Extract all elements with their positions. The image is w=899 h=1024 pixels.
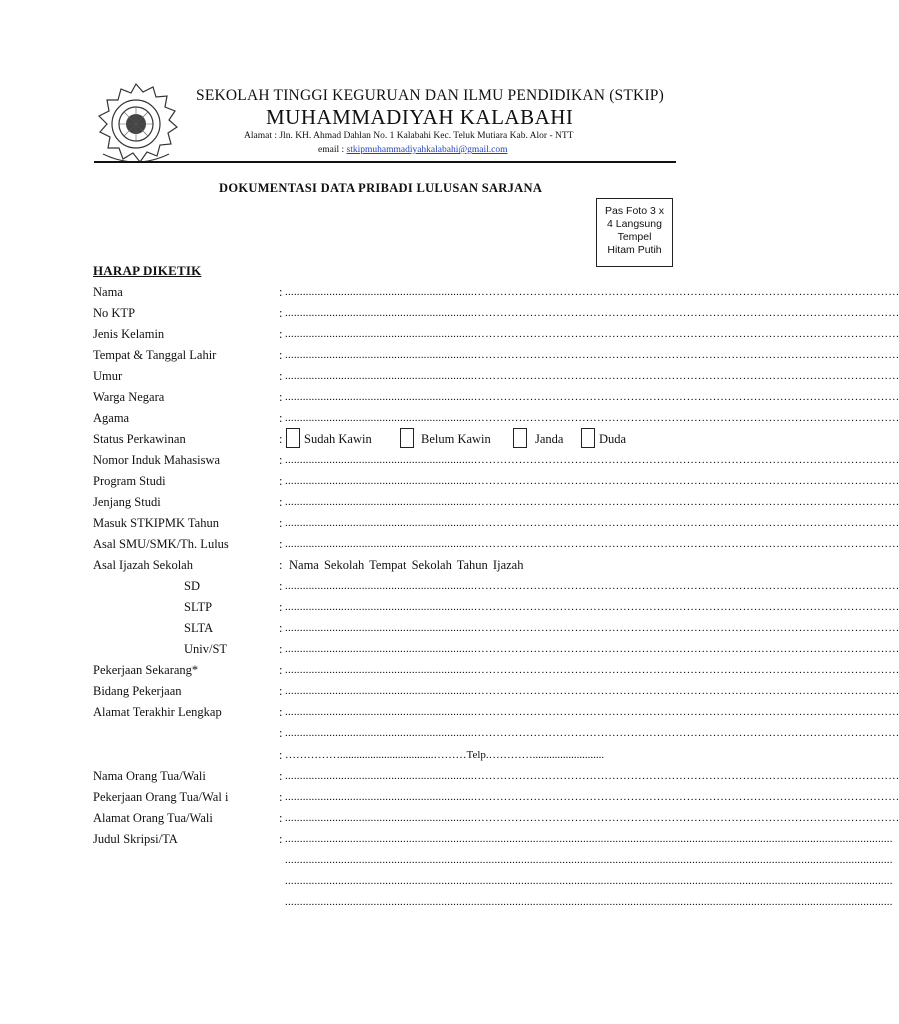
field-label: No KTP (93, 306, 136, 320)
row-nama-ortu (0, 769, 899, 789)
fill-line[interactable]: ................................................................…………………………………………………………………………………………………… (285, 770, 899, 782)
row-judul-skripsi (0, 832, 893, 852)
option-label: Janda (535, 432, 564, 446)
colon: : (279, 769, 283, 783)
checkbox-sudah-kawin[interactable] (286, 428, 300, 448)
document-title: DOKUMENTASI DATA PRIBADI LULUSAN SARJANA (219, 181, 543, 195)
colon: : (279, 453, 283, 467)
colon: : (279, 411, 283, 425)
row-agama (0, 411, 899, 431)
fill-line[interactable]: ................................................................…………………………………………………………………………………………………… (285, 601, 899, 613)
fill-line[interactable]: ................................................................…………………………………………………………………………………………………… (285, 622, 899, 634)
fill-line[interactable]: ................................................................…………………………………………………………………………………………………… (285, 412, 899, 424)
stkip-logo (93, 82, 179, 168)
field-label: Tempat & Tanggal Lahir (93, 348, 217, 362)
row-nama (0, 285, 899, 305)
colon: : (279, 621, 283, 635)
fill-line[interactable]: ................................................................…………………………………………………………………………………………………… (285, 664, 899, 676)
field-label: Alamat Terakhir Lengkap (93, 705, 222, 719)
telp-fill-line[interactable]: ……………..................................………Telp.………….......................... (285, 749, 605, 761)
field-label: Jenis Kelamin (93, 327, 165, 341)
row-program-studi (0, 474, 899, 494)
row-judul-skripsi-2 (0, 853, 893, 873)
fill-line[interactable]: ................................................................…………………………………………………………………………………………………… (285, 643, 899, 655)
colon: : (279, 726, 283, 740)
email-link[interactable]: stkipmuhammadiyahkalabahi@gmail.com (346, 145, 508, 155)
field-label: Jenjang Studi (93, 495, 161, 509)
fill-line[interactable]: ................................................................…………………………………………………………………………………………………… (285, 538, 899, 550)
field-label: Status Perkawinan (93, 432, 186, 446)
colon: : (279, 390, 283, 404)
row-sltp (0, 600, 899, 620)
field-label: Nama (93, 285, 123, 299)
row-sd (0, 579, 899, 599)
fill-line[interactable]: ................................................................…………………………………………………………………………………………………… (285, 727, 899, 739)
photo-box-line: 4 Langsung (607, 218, 662, 230)
email-label: email : (318, 145, 347, 155)
colon: : (279, 663, 283, 677)
row-status-perkawinan (0, 432, 768, 452)
institution-subname: MUHAMMADIYAH KALABAHI (266, 105, 574, 129)
fill-line[interactable]: ................................................................…………………………………………………………………………………………………… (285, 580, 899, 592)
row-no-ktp (0, 306, 899, 326)
field-label: Warga Negara (93, 390, 165, 404)
row-jenjang-studi (0, 495, 899, 515)
row-nim (0, 453, 899, 473)
field-label: Asal SMU/SMK/Th. Lulus (93, 537, 229, 551)
field-label: Pekerjaan Orang Tua/Wal i (93, 790, 229, 804)
field-label: Program Studi (93, 474, 166, 488)
fill-line[interactable]: .............................................................................................................................................................................................................. (285, 896, 893, 908)
fill-line[interactable]: ................................................................…………………………………………………………………………………………………… (285, 496, 899, 508)
fill-line[interactable]: ................................................................…………………………………………………………………………………………………… (285, 791, 899, 803)
colon: : (279, 306, 283, 320)
colon: : (279, 516, 283, 530)
photo-placeholder-box (596, 198, 673, 267)
colon: : (279, 327, 283, 341)
option-label: Duda (599, 432, 627, 446)
row-alamat-telp (0, 748, 768, 768)
row-alamat-ortu (0, 811, 899, 831)
colon: : (279, 684, 283, 698)
fill-line[interactable]: ................................................................…………………………………………………………………………………………………… (285, 349, 899, 361)
row-asal-ijazah (0, 558, 768, 578)
row-pekerjaan-sekarang (0, 663, 899, 683)
row-jenis-kelamin (0, 327, 899, 347)
photo-box-line: Tempel (617, 231, 652, 243)
school-columns-header: Nama Sekolah Tempat Sekolah Tahun Ijazah (289, 558, 524, 572)
colon: : (279, 432, 283, 446)
field-label: SLTP (184, 600, 213, 614)
photo-box-line: Hitam Putih (607, 244, 662, 256)
fill-line[interactable]: .............................................................................................................................................................................................................. (285, 833, 893, 845)
fill-line[interactable]: ................................................................…………………………………………………………………………………………………… (285, 706, 899, 718)
fill-line[interactable]: ................................................................…………………………………………………………………………………………………… (285, 286, 899, 298)
row-masuk-tahun (0, 516, 899, 536)
email-line (318, 145, 507, 155)
checkbox-belum-kawin[interactable] (400, 428, 414, 448)
field-label: Masuk STKIPMK Tahun (93, 516, 219, 530)
field-label: Agama (93, 411, 130, 425)
photo-box-line: Pas Foto 3 x (605, 205, 664, 217)
field-label: Asal Ijazah Sekolah (93, 558, 193, 572)
field-label: Nama Orang Tua/Wali (93, 769, 206, 783)
fill-line[interactable]: ................................................................…………………………………………………………………………………………………… (285, 475, 899, 487)
fill-line[interactable]: ................................................................…………………………………………………………………………………………………… (285, 307, 899, 319)
row-slta (0, 621, 899, 641)
row-alamat-terakhir (0, 705, 899, 725)
option-label: Belum Kawin (421, 432, 491, 446)
colon: : (279, 748, 283, 762)
field-label: Bidang Pekerjaan (93, 684, 182, 698)
colon: : (279, 811, 283, 825)
fill-line[interactable]: .............................................................................................................................................................................................................. (285, 854, 893, 866)
field-label: Nomor Induk Mahasiswa (93, 453, 221, 467)
colon: : (279, 537, 283, 551)
field-label: Judul Skripsi/TA (93, 832, 178, 846)
fill-line[interactable]: .............................................................................................................................................................................................................. (285, 875, 893, 887)
colon: : (279, 495, 283, 509)
header-divider (94, 161, 676, 163)
colon: : (279, 348, 283, 362)
row-univ (0, 642, 899, 662)
colon: : (279, 642, 283, 656)
checkbox-janda[interactable] (513, 428, 527, 448)
colon: : (279, 369, 283, 383)
fill-line[interactable]: ................................................................…………………………………………………………………………………………………… (285, 370, 899, 382)
field-label: Univ/ST (184, 642, 228, 656)
fill-line[interactable]: ................................................................…………………………………………………………………………………………………… (285, 812, 899, 824)
colon: : (279, 579, 283, 593)
fill-line[interactable]: ................................................................…………………………………………………………………………………………………… (285, 328, 899, 340)
row-warga-negara (0, 390, 899, 410)
row-alamat-terakhir-2 (0, 726, 899, 746)
row-pekerjaan-ortu (0, 790, 899, 810)
institution-address: Alamat : Jln. KH. Ahmad Dahlan No. 1 Kalabahi Kec. Teluk Mutiara Kab. Alor - NTT (244, 131, 574, 141)
fill-line[interactable]: ................................................................…………………………………………………………………………………………………… (285, 685, 899, 697)
notice-heading: HARAP DIKETIK (93, 263, 202, 278)
institution-name: SEKOLAH TINGGI KEGURUAN DAN ILMU PENDIDIKAN (STKIP) (196, 87, 664, 104)
colon: : (279, 705, 283, 719)
colon: : (279, 558, 283, 572)
fill-line[interactable]: ................................................................…………………………………………………………………………………………………… (285, 454, 899, 466)
row-bidang-pekerjaan (0, 684, 899, 704)
colon: : (279, 474, 283, 488)
colon: : (279, 285, 283, 299)
row-tempat-tanggal-lahir (0, 348, 899, 368)
field-label: SLTA (184, 621, 214, 635)
field-label: SD (184, 579, 200, 593)
row-umur (0, 369, 899, 389)
fill-line[interactable]: ................................................................…………………………………………………………………………………………………… (285, 517, 899, 529)
field-label: Alamat Orang Tua/Wali (93, 811, 213, 825)
row-asal-smu (0, 537, 899, 557)
row-judul-skripsi-3 (0, 874, 893, 894)
option-label: Sudah Kawin (304, 432, 372, 446)
colon: : (279, 832, 283, 846)
colon: : (279, 600, 283, 614)
field-label: Umur (93, 369, 123, 383)
fill-line[interactable]: ................................................................…………………………………………………………………………………………………… (285, 391, 899, 403)
colon: : (279, 790, 283, 804)
row-judul-skripsi-4 (0, 895, 893, 915)
field-label: Pekerjaan Sekarang* (93, 663, 199, 677)
checkbox-duda[interactable] (581, 428, 595, 448)
